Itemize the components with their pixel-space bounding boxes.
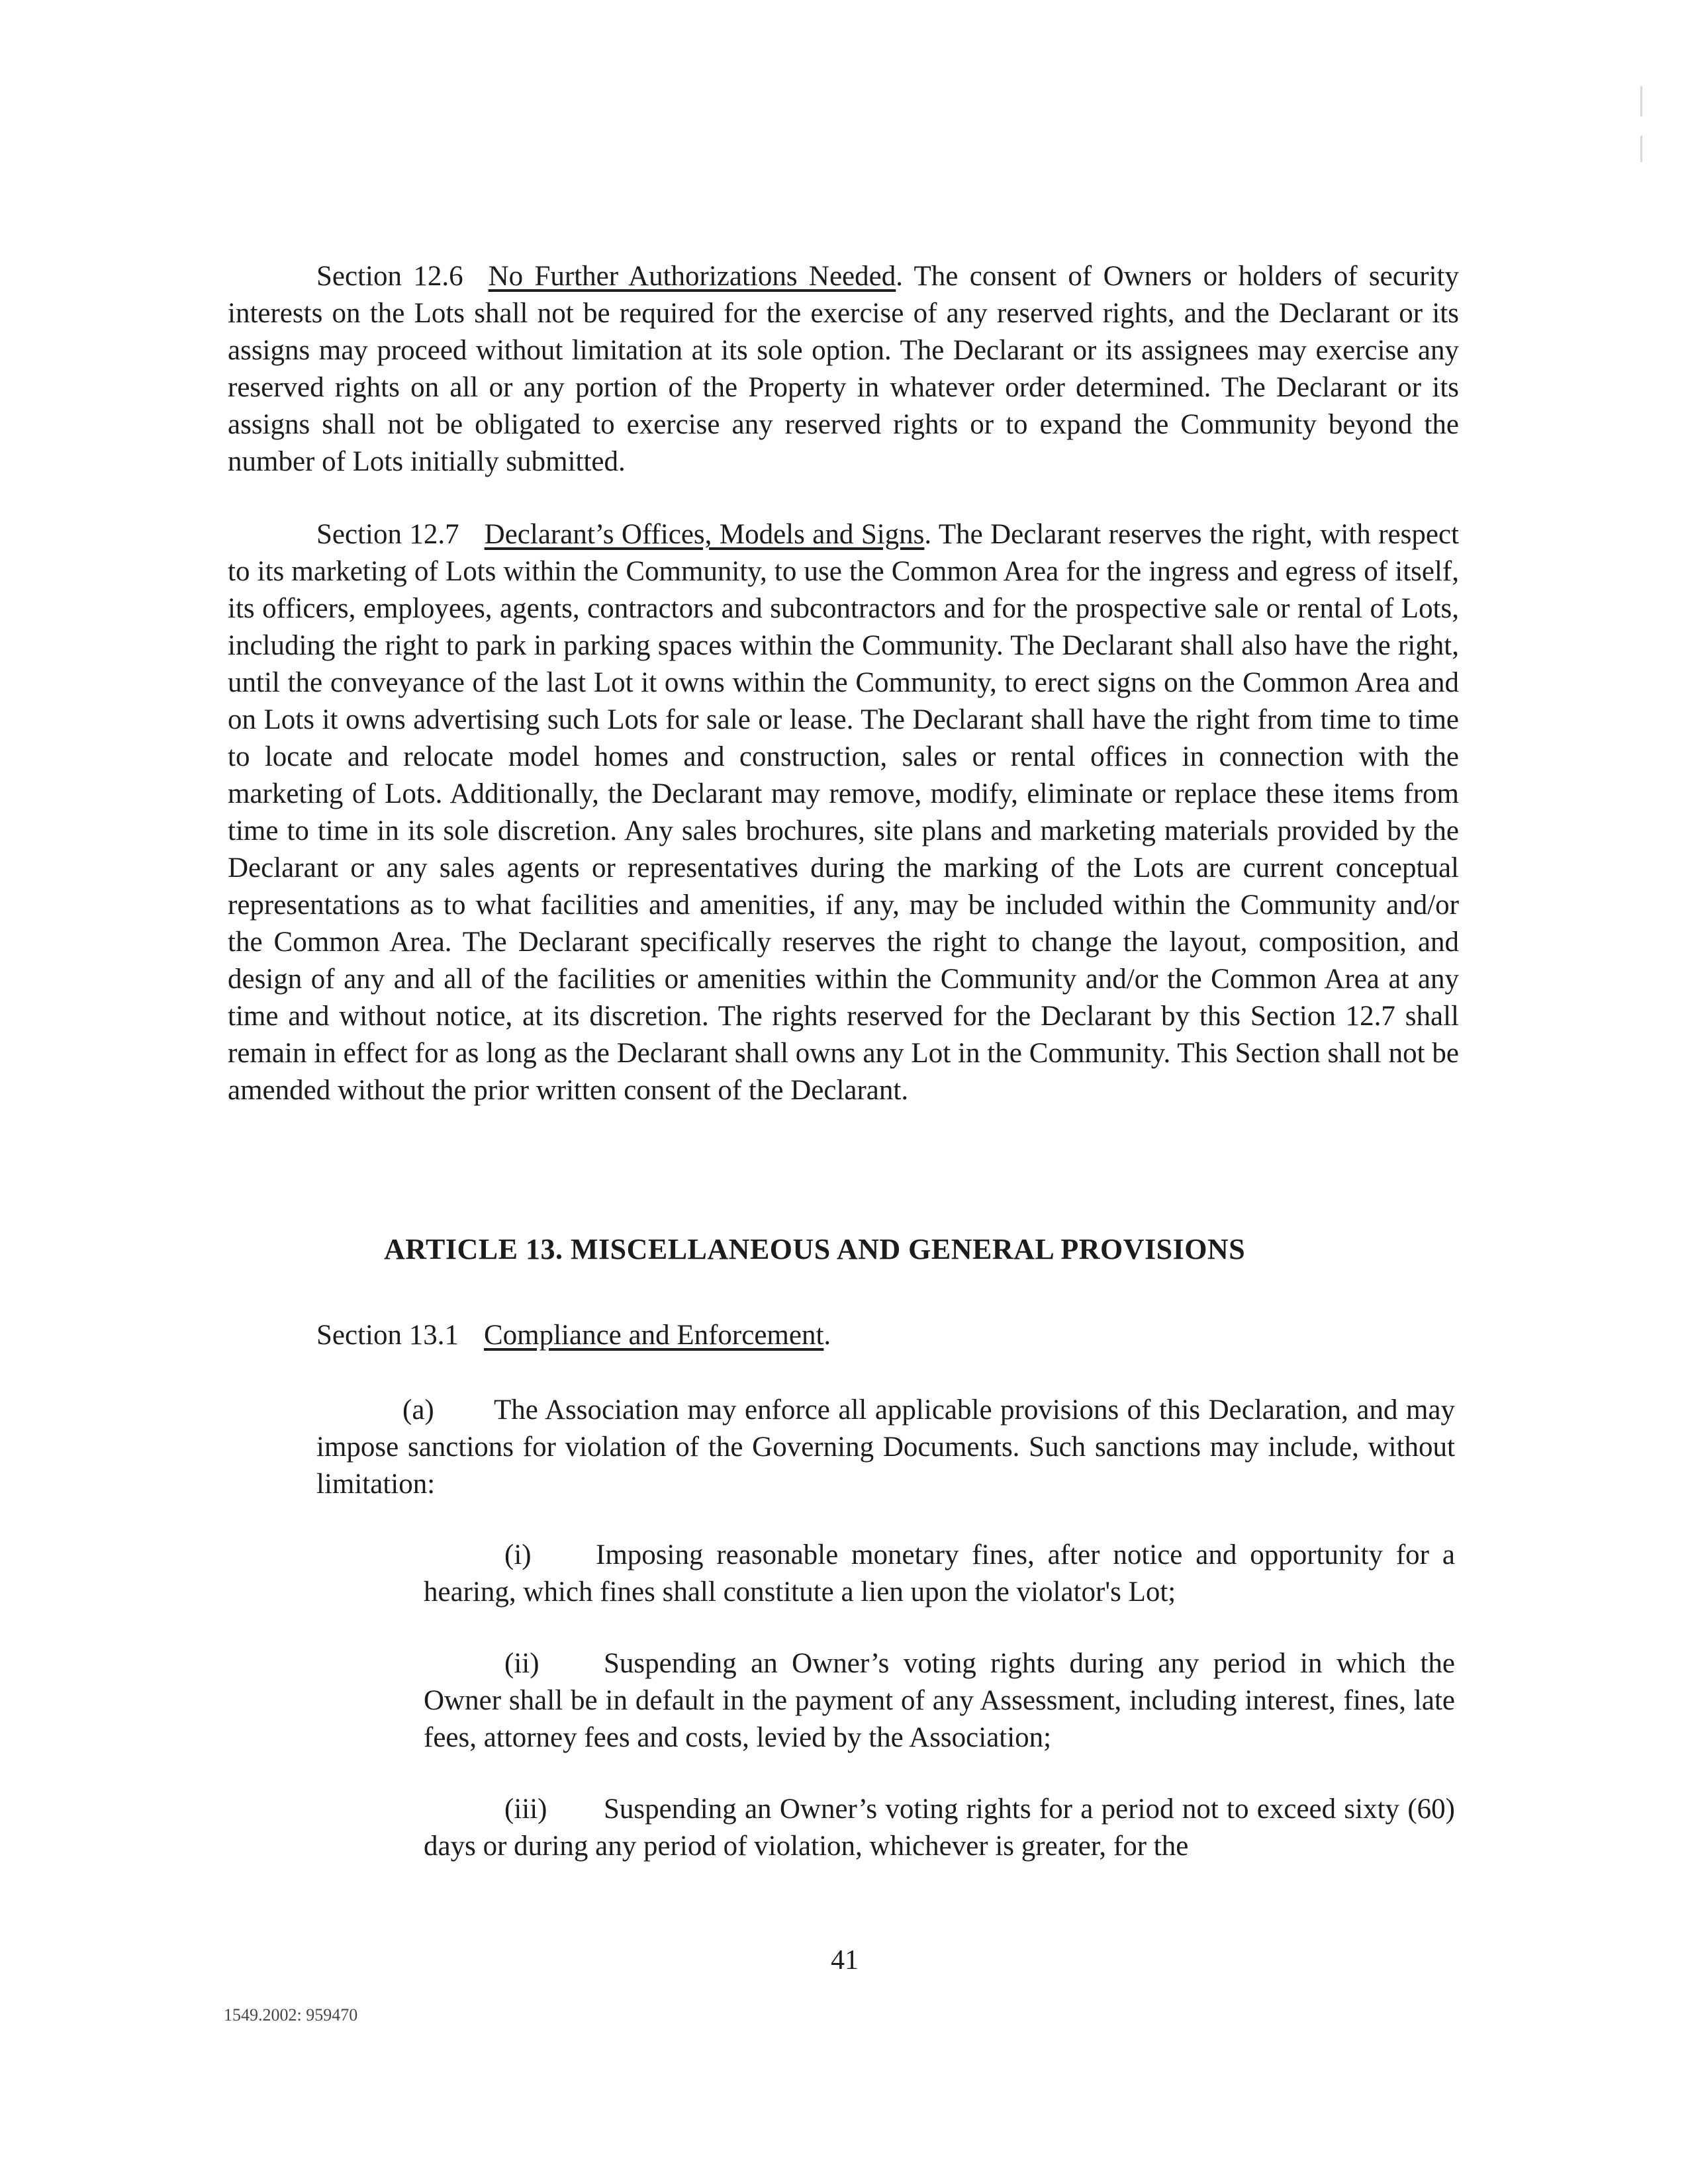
section-12-7-title: Declarant’s Offices, Models and Signs: [484, 519, 925, 550]
section-12-7-body: . The Declarant reserves the right, with respect to its marketing of Lots within the Community, to use the Common Area for the ingress and egress of itself, its officers, employees, agents, contractors and subcontractors and for the prospective sale or rental of Lots, including the right to park in parking spaces within the Community. The Declarant shall also have the right, until the conveyance of the last Lot it owns within the Community, to erect signs on the Common Area and on Lots it owns advertising such Lots for sale or lease. The Declarant shall have the right from time to time to locate and relocate model homes and construction, sales or rental offices in connection with the marketing of Lots. Additionally, the Declarant may remove, modify, eliminate or replace these items from time to time in its sole discretion. Any sales brochures, site plans and marketing materials provided by the Declarant or any sales agents or representatives during the marking of the Lots are current conceptual representations as to what facilities and amenities, if any, may be included within the Community and/or the Common Area. The Declarant specifically reserves the right to change the layout, composition, and design of any and all of the facilities or amenities within the Community and/or the Common Area at any time and without notice, at its discretion. The rights reserved for the Declarant by this Section 12.7 shall remain in effect for as long as the Declarant shall owns any Lot in the Community. This Section shall not be amended without the prior written consent of the Declarant.: [228, 519, 1459, 1106]
section-12-6-body: . The consent of Owners or holders of security interests on the Lots shall not be required for the exercise of any reserved rights, and the Declarant or its assigns may proceed without limitation at its sole option. The Declarant or its assignees may exercise any reserved rights on all or any portion of the Property in whatever order determined. The Declarant or its assigns shall not be obligated to exercise any reserved rights or to expand the Community beyond the number of Lots initially submitted.: [228, 261, 1460, 477]
section-12-6: [228, 258, 1459, 480]
section-13-1-title: Compliance and Enforcement: [483, 1320, 824, 1351]
item-a-body: The Association may enforce all applicable provisions of this Declaration, and may impose sanctions for violation of the Governing Documents. Such sanctions may include, without limitation:: [316, 1394, 1455, 1500]
item-iii-body: Suspending an Owner’s voting rights for a period not to exceed sixty (60) days or during any period of violation, whichever is greater, for the: [424, 1794, 1455, 1862]
scan-mark: [1640, 86, 1642, 116]
section-13-1: [316, 1317, 1442, 1354]
page-number: 41: [831, 1945, 859, 1976]
item-iii-label: (iii): [504, 1794, 547, 1825]
section-12-7-label: Section 12.7: [316, 519, 459, 550]
item-ii: [424, 1645, 1455, 1756]
item-a: [316, 1392, 1455, 1503]
item-ii-label: (ii): [504, 1648, 539, 1679]
section-12-6-label: Section 12.6: [316, 261, 463, 292]
section-13-1-label: Section 13.1: [316, 1320, 459, 1351]
section-12-6-title: No Further Authorizations Needed: [488, 261, 896, 292]
item-i-label: (i): [504, 1539, 532, 1570]
item-a-label: (a): [402, 1394, 434, 1426]
article-13-heading: ARTICLE 13. MISCELLANEOUS AND GENERAL PROVISIONS: [384, 1233, 1246, 1265]
scan-mark: [1640, 136, 1642, 162]
section-13-1-end: .: [823, 1320, 831, 1351]
item-ii-body: Suspending an Owner’s voting rights during any period in which the Owner shall be in default in the payment of any Assessment, including interest, fines, late fees, attorney fees and costs, levied by the Association;: [424, 1648, 1455, 1753]
item-i: [424, 1537, 1455, 1611]
item-iii: [424, 1791, 1455, 1865]
section-12-7: [228, 516, 1459, 1109]
item-i-body: Imposing reasonable monetary fines, after notice and opportunity for a hearing, which fines shall constitute a lien upon the violator's Lot;: [424, 1539, 1455, 1608]
document-id: 1549.2002: 959470: [224, 2005, 358, 2025]
